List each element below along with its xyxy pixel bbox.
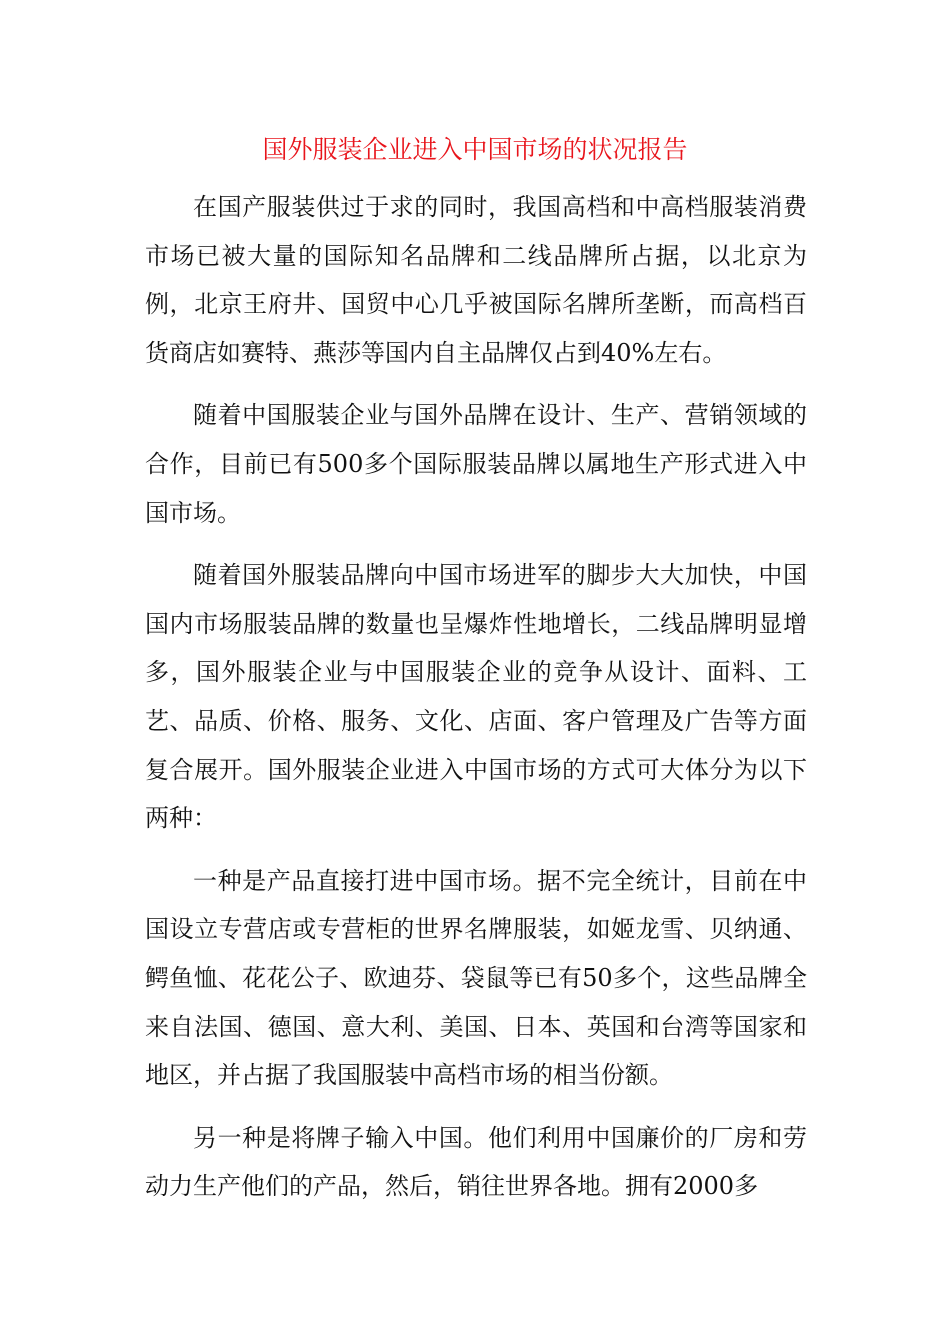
document-body	[145, 183, 807, 1225]
paragraph: 一种是产品直接打进中国市场。据不完全统计，目前在中国设立专营店或专营柜的世界名牌服装，如姬龙雪、贝纳通、鳄鱼恤、花花公子、欧迪芬、袋鼠等已有50多个，这些品牌全来自法国、德国、意大利、美国、日本、英国和台湾等国家和地区，并占据了我国服装中高档市场的相当份额。	[145, 866, 807, 1090]
paragraph: 随着国外服装品牌向中国市场进军的脚步大大加快，中国国内市场服装品牌的数量也呈爆炸性地增长，二线品牌明显增多，国外服装企业与中国服装企业的竞争从设计、面料、工艺、品质、价格、服务、文化、店面、客户管理及广告等方面复合展开。国外服装企业进入中国市场的方式可大体分为以下两种：	[145, 561, 807, 833]
paragraph: 另一种是将牌子输入中国。他们利用中国廉价的厂房和劳动力生产他们的产品，然后，销往世界各地。拥有2000多	[145, 1123, 807, 1201]
paragraph: 随着中国服装企业与国外品牌在设计、生产、营销领域的合作，目前已有500多个国际服装品牌以属地生产形式进入中国市场。	[145, 401, 807, 527]
document-title: 国外服装企业进入中国市场的状况报告	[262, 135, 688, 164]
paragraph: 在国产服装供过于求的同时，我国高档和中高档服装消费市场已被大量的国际知名品牌和二线品牌所占据，以北京为例，北京王府井、国贸中心几乎被国际名牌所垄断，而高档百货商店如赛特、燕莎等国内自主品牌仅占到40%左右。	[145, 193, 807, 367]
